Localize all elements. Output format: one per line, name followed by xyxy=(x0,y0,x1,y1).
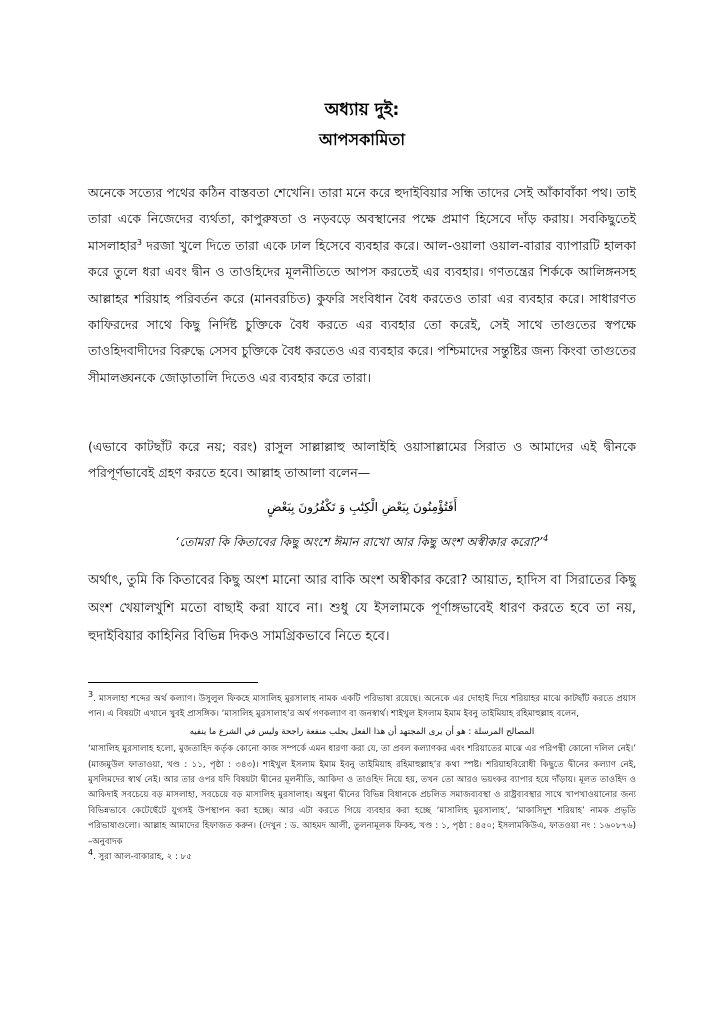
footnote-3-text-b: ‘মাসালিহ মুরসালাহ হলো, মুজতাহিদ কর্তৃক কোনো কাজ সম্পর্কে এমন ধারণা করা যে, তা প্রবল কল্যাণকর এবং শরিয়াতের মাঝে এর পরিপন্থী কোনো দলিল নেই।’ (মাজমুউল ফাতাওয়া, খণ্ড : ১১, পৃষ্ঠা : ৩৪৩)। শাইখুল ইসলাম ইমাম ইবনু তাইমিয়াহ রহিমাহুল্লাহ’র কথা স্পষ্ট। শরিয়াহবিরোধী কিছুতে দ্বীনের কল্যাণ নেই, মুসলিমদের স্বার্থ নেই। আর তার ওপর যদি বিষয়টা দ্বীনের মূলনীতি, আকিদা ও তাওহিদ নিয়ে হয়, তখন তো আরও ভয়ংকর ব্যাপার হয়ে দাঁড়ায়। মূলত তাওহিদ ও আকিদাই সবচেয়ে বড় মাসলাহা, সবচেয়ে বড় মাসালিহ মুরসালাহ। অধুনা দ্বীনের বিভিন্ন বিধানকে প্রচলিত সমাজব্যবস্থা ও রাষ্ট্রব্যবস্থার সাথে খাপখাওয়ানোর জন্য বিভিন্নভাবে কেটেছেঁটে যুগসই উপস্থাপন করা হচ্ছে। আর এটা করতে গিয়ে ব্যবহার করা হচ্ছে ‘মাসালিহ মুরসালাহ’, ‘মাকাসিদুশ শরিয়াহ’ নামক প্রভৃতি পরিভাষাগুলো। আল্লাহ আমাদের হিফাজত করুন। (দেখুন : ড. আহমদ আলী, তুলনামূলক ফিকহ, খণ্ড : ১, পৃষ্ঠা : ৪৫০; ইসলামকিউএ, ফাতওয়া নং : ১৬০৮৭৬) –অনুবাদক xyxy=(88,744,636,847)
footnote-divider xyxy=(88,682,258,683)
footnote-4 xyxy=(88,850,636,865)
footnotes xyxy=(88,692,636,865)
footnote-3-arabic-quote: المصالح المرسلة : هو أن يرى المجتهد أن هذا الفعل يجلب منفعة راجحة وليس في الشرع ما ينفيه xyxy=(189,726,535,737)
footnote-4-text: . সুরা আল-বাকারাহ, ২ : ৮৫ xyxy=(93,852,192,863)
chapter-title: অধ্যায় দুই: xyxy=(324,100,400,120)
chapter-subtitle: আপসকামিতা xyxy=(318,130,406,149)
footnote-ref-4[interactable]: 4 xyxy=(543,534,549,543)
footnote-3-text-a: . মাসলাহা শব্দের অর্থ কল্যাণ। উসুলুল ফিকহে মাসালিহ মুরসালাহ নামক একটি পরিভাষা রয়েছে। অনেকে এর দোহাই দিয়ে শরিয়াহর মাঝে কাটছাঁট করতে প্রয়াস পান। এ বিষয়টা এখানে খুবই প্রাসঙ্গিক। ‘মাসালিহ মুরসালাহ’র অর্থ গণকল্যাণ বা জনস্বার্থ। শাইখুল ইসলাম ইমাম ইবনু তাইমিয়াহ রহিমাহুল্লাহ বলেন, xyxy=(88,694,636,720)
footnote-4-number: 4 xyxy=(88,848,94,858)
chapter-heading xyxy=(0,98,724,152)
paragraph-1-part-a: অনেকে সত্যের পথের কঠিন বাস্তবতা শেখেনি। তারা মনে করে হুদাইবিয়ার সন্ধি তাদের সেই আঁকাবাঁকা পথ। তাই তারা একে নিজেদের ব্যর্থতা, কাপুরুষতা ও নড়বড়ে অবস্থানের পক্ষে প্রমাণ হিসেবে দাঁড় করায়। সবকিছুতেই মাসলাহার xyxy=(88,185,636,253)
footnote-3 xyxy=(88,692,636,723)
verse-translation-text: ‘তোমরা কি কিতাবের কিছু অংশে ঈমান রাখো আর কিছু অংশ অস্বীকার করো?’ xyxy=(175,535,544,549)
paragraph-3: অর্থাৎ, তুমি কি কিতাবের কিছু অংশ মানো আর বাকি অংশ অস্বীকার করো? আয়াত, হাদিস বা সিরাতের কিছু অংশ খেয়ালখুশি মতো বাছাই করা যাবে না। শুধু যে ইসলামকে পূর্ণাঙ্গভাবেই ধারণ করতে হবে তা নয়, হুদাইবিয়ার কাহিনির বিভিন্ন দিকও সামগ্রিকভাবে নিতে হবে। xyxy=(88,573,636,644)
paragraph-1-part-b: দরজা খুলে দিতে তারা একে ঢাল হিসেবে ব্যবহার করে। আল-ওয়ালা ওয়াল-বারার ব্যাপারটি হালকা করে তুলে ধরা এবং দ্বীন ও তাওহিদের মূলনীতিতে আপস করতেই এর ব্যবহার। গণতন্ত্রের শির্ককে আলিঙ্গনসহ আল্লাহর শরিয়াহ পরিবর্তন করে (মানবরচিত) কুফরি সংবিধান বৈধ করতেও তারা এর ব্যবহার করে। সাধারণত কাফিরদের সাথে কিছু নির্দিষ্ট চুক্তিকে বৈধ করতে এর ব্যবহার তো করেই, সেই সাথে তাগুতের স্বপক্ষে তাওহিদবাদীদের বিরুদ্ধে সেসব চুক্তিকে বৈধ করতেও এর ব্যবহার করে। পশ্চিমাদের সন্তুষ্টির জন্য কিংবা তাগুতের সীমালঙ্ঘনকে জোড়াতালি দিতেও এর ব্যবহার করে তারা। xyxy=(88,237,636,385)
footnote-ref-3[interactable]: 3 xyxy=(136,237,142,247)
quran-verse-arabic: أَفَتُؤْمِنُونَ بِبَعْضِ الْكِتَٰبِ وَ تَكْفُرُونَ بِبَعْضٍ xyxy=(266,500,457,514)
footnote-3-number: 3 xyxy=(88,690,94,700)
paragraph-2: (এভাবে কাটছাঁট করে নয়; বরং) রাসুল সাল্লাল্লাহু আলাইহি ওয়াসাল্লামের সিরাত ও আমাদের এই দ্বীনকে পরিপূর্ণভাবেই গ্রহণ করতে হবে। আল্লাহ তাআলা বলেন— xyxy=(88,439,636,480)
verse-translation xyxy=(88,534,636,554)
paragraph-1 xyxy=(88,180,636,391)
